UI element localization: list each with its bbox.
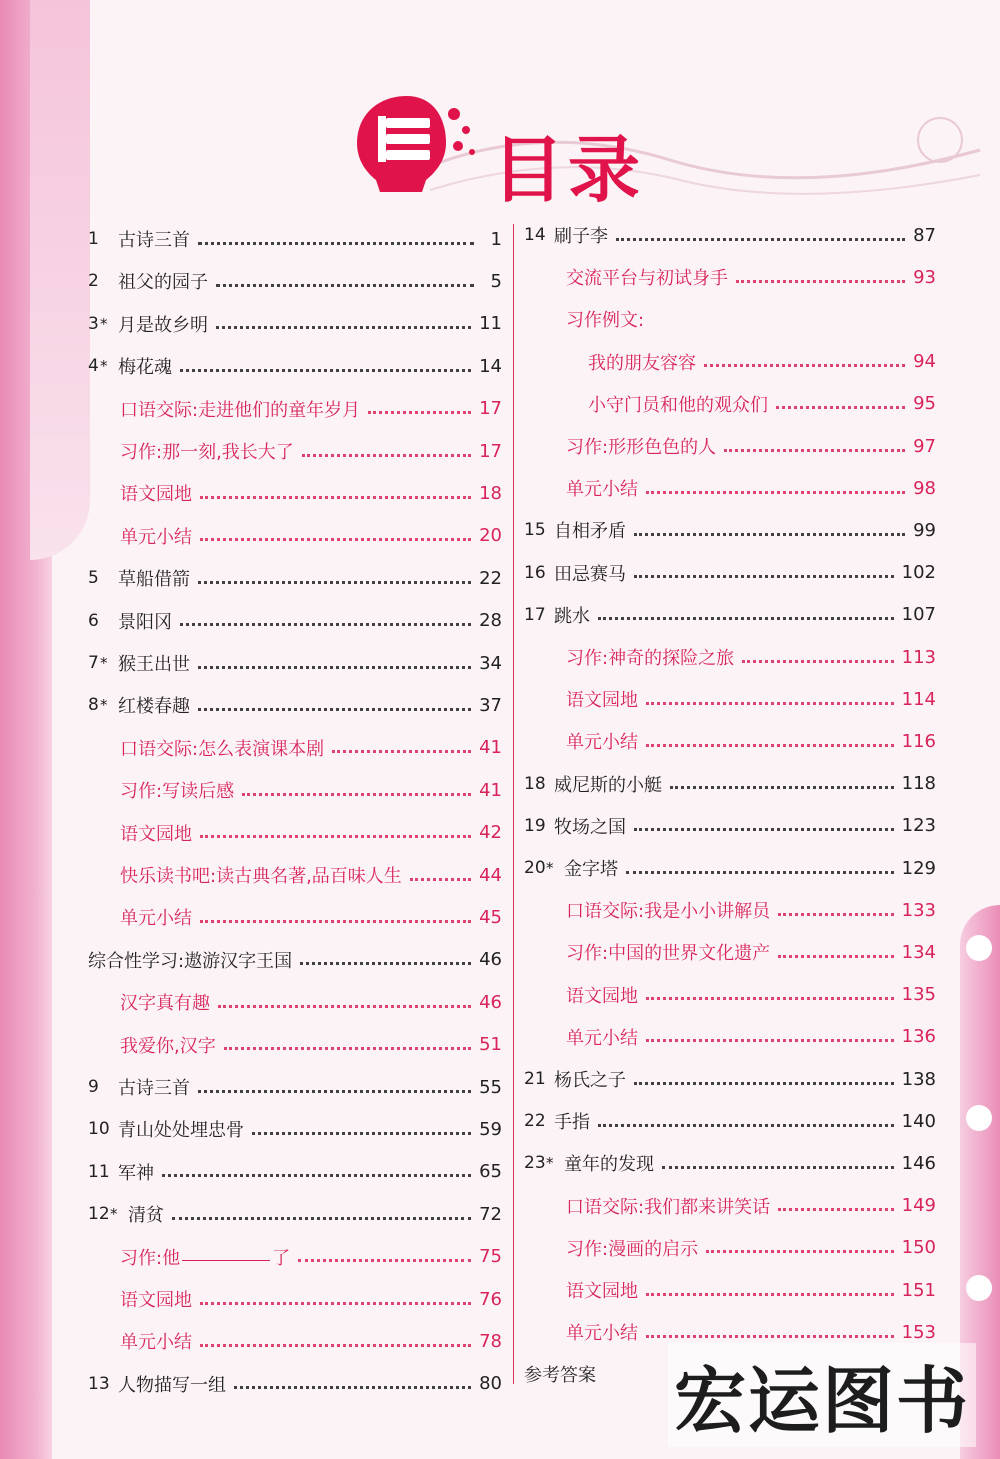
toc-leader-dots bbox=[300, 962, 471, 965]
toc-entry[interactable] bbox=[120, 985, 502, 1019]
toc-page-number: 136 bbox=[901, 1026, 936, 1048]
toc-entry[interactable] bbox=[88, 307, 502, 341]
toc-page-number: 134 bbox=[901, 941, 936, 963]
toc-entry[interactable] bbox=[120, 434, 502, 468]
toc-page-number: 151 bbox=[901, 1279, 936, 1301]
toc-page-number: 80 bbox=[479, 1373, 502, 1395]
toc-leader-dots bbox=[200, 1344, 471, 1347]
toc-entry-title: 单元小结 bbox=[566, 479, 638, 501]
toc-entry-title: 月是故乡明 bbox=[118, 314, 208, 336]
toc-page-number: 138 bbox=[901, 1068, 936, 1090]
toc-entry-title: 语文园地 bbox=[120, 1290, 192, 1311]
left-decorative-curve bbox=[30, 0, 90, 560]
toc-page-number: 116 bbox=[901, 730, 936, 752]
toc-entry-title: 祖父的园子 bbox=[118, 272, 208, 294]
toc-entry[interactable] bbox=[120, 1240, 502, 1274]
toc-leader-dots bbox=[704, 364, 905, 367]
toc-leader-dots bbox=[332, 750, 471, 753]
book-bulb-icon bbox=[352, 88, 482, 198]
toc-entry-number: 7 bbox=[88, 653, 99, 673]
toc-entry-title: 单元小结 bbox=[120, 526, 192, 548]
toc-entry[interactable] bbox=[524, 1104, 936, 1138]
toc-entry[interactable] bbox=[524, 1146, 936, 1180]
toc-entry[interactable] bbox=[120, 476, 502, 510]
toc-entry-title: 童年的发现 bbox=[564, 1154, 654, 1176]
toc-entry-title: 青山处处埋忠骨 bbox=[118, 1120, 244, 1142]
toc-entry-number: 5 bbox=[88, 568, 99, 589]
toc-entry-title: 口语交际:我们都来讲笑话 bbox=[566, 1196, 771, 1218]
toc-page-number: 150 bbox=[901, 1237, 936, 1259]
toc-leader-dots bbox=[368, 411, 471, 414]
toc-leader-dots bbox=[778, 955, 894, 958]
toc-entry[interactable] bbox=[566, 260, 936, 294]
toc-leader-dots bbox=[598, 617, 894, 620]
toc-leader-dots bbox=[224, 1047, 471, 1050]
toc-entry[interactable] bbox=[524, 1062, 936, 1096]
toc-leader-dots bbox=[598, 1124, 894, 1127]
toc-page-number: 87 bbox=[913, 224, 936, 246]
toc-leader-dots bbox=[252, 1132, 471, 1135]
toc-entry[interactable] bbox=[120, 773, 502, 807]
toc-entry[interactable] bbox=[566, 1020, 936, 1054]
toc-entry-title: 习作:中国的世界文化遗产 bbox=[566, 943, 771, 965]
toc-entry[interactable] bbox=[88, 943, 502, 977]
toc-entry-title: 习作:漫画的启示 bbox=[566, 1238, 699, 1260]
toc-entry-title: 单元小结 bbox=[566, 1027, 638, 1049]
page-title: 目录 bbox=[492, 128, 645, 212]
toc-entry[interactable] bbox=[88, 349, 502, 383]
toc-page-number: 45 bbox=[479, 906, 502, 928]
toc-entry-number: 18 bbox=[524, 773, 546, 794]
toc-page-number: 98 bbox=[913, 477, 936, 499]
toc-leader-dots bbox=[626, 871, 894, 874]
toc-entry-title-suffix: 了 bbox=[272, 1247, 291, 1269]
toc-page-number: 41 bbox=[479, 737, 502, 759]
toc-leader-dots bbox=[706, 1250, 894, 1253]
toc-entry-title: 习作例文: bbox=[566, 310, 645, 332]
toc-entry-title: 习作:他 bbox=[120, 1247, 181, 1269]
toc-page-number: 59 bbox=[479, 1118, 502, 1140]
toc-entry-number: 11 bbox=[88, 1161, 110, 1182]
toc-entry-number: 23 bbox=[524, 1153, 546, 1174]
toc-entry-title: 我爱你,汉字 bbox=[120, 1035, 216, 1057]
toc-page-number: 5 bbox=[490, 270, 502, 292]
toc-leader-dots bbox=[646, 997, 894, 1000]
toc-entry-title: 单元小结 bbox=[566, 1323, 638, 1345]
toc-entry[interactable] bbox=[524, 598, 936, 632]
toc-entry-title: 草船借箭 bbox=[118, 569, 190, 591]
toc-entry[interactable] bbox=[88, 1155, 502, 1189]
toc-page-number: 107 bbox=[901, 604, 936, 626]
toc-leader-dots bbox=[216, 284, 474, 287]
toc-entry[interactable] bbox=[88, 222, 502, 256]
toc-entry[interactable] bbox=[566, 978, 936, 1012]
toc-entry-title: 手指 bbox=[554, 1112, 590, 1134]
toc-entry-title: 语文园地 bbox=[566, 1281, 638, 1302]
toc-page-number: 17 bbox=[479, 398, 502, 420]
toc-entry-number: 13 bbox=[88, 1373, 110, 1394]
toc-leader-dots bbox=[200, 496, 471, 499]
toc-leader-dots bbox=[298, 1259, 471, 1262]
toc-leader-dots bbox=[646, 1293, 894, 1296]
toc-page-number: 99 bbox=[913, 519, 936, 541]
toc-page-number: 146 bbox=[901, 1152, 936, 1174]
toc-leader-dots bbox=[646, 702, 894, 705]
toc-page-number: 20 bbox=[479, 525, 502, 547]
toc-page-number: 78 bbox=[479, 1330, 502, 1352]
toc-entry-title: 人物描写一组 bbox=[118, 1374, 226, 1396]
toc-page-number: 133 bbox=[901, 899, 936, 921]
toc-page-number: 135 bbox=[901, 984, 936, 1006]
toc-page-number: 113 bbox=[901, 646, 936, 668]
binder-hole bbox=[966, 935, 992, 961]
toc-entry-title: 金字塔 bbox=[564, 859, 618, 880]
toc-entry-title: 快乐读书吧:读古典名著,品百味人生 bbox=[120, 866, 402, 887]
optional-lesson-marker: * bbox=[110, 1205, 118, 1224]
toc-entry[interactable] bbox=[566, 471, 936, 505]
optional-lesson-marker: * bbox=[546, 859, 554, 877]
toc-leader-dots bbox=[634, 1082, 894, 1085]
toc-entry-number: 15 bbox=[524, 520, 546, 541]
toc-entry-number: 1 bbox=[88, 229, 99, 249]
toc-entry[interactable] bbox=[120, 392, 502, 426]
toc-entry-title: 田忌赛马 bbox=[554, 563, 626, 585]
toc-entry[interactable] bbox=[88, 688, 502, 722]
toc-entry-title: 小守门员和他的观众们 bbox=[588, 394, 768, 416]
publisher-watermark: 宏运图书 bbox=[668, 1343, 976, 1447]
toc-leader-dots bbox=[742, 660, 894, 663]
toc-page-number: 76 bbox=[479, 1288, 502, 1310]
toc-page-number: 129 bbox=[901, 857, 936, 879]
toc-entry-title: 红楼春趣 bbox=[118, 696, 190, 718]
toc-entry-title: 杨氏之子 bbox=[554, 1070, 626, 1091]
column-divider bbox=[513, 224, 514, 1384]
toc-entry-number: 17 bbox=[524, 604, 546, 625]
toc-leader-dots bbox=[200, 1302, 471, 1305]
toc-entry[interactable] bbox=[524, 218, 936, 252]
toc-page-number: 118 bbox=[901, 773, 936, 795]
toc-entry-title: 跳水 bbox=[554, 605, 590, 627]
toc-leader-dots bbox=[634, 828, 894, 831]
toc-entry-title: 语文园地 bbox=[120, 823, 192, 845]
binder-hole bbox=[966, 1105, 992, 1131]
toc-entry-title: 综合性学习:遨游汉字王国 bbox=[88, 950, 293, 972]
binder-hole bbox=[966, 1275, 992, 1301]
toc-leader-dots bbox=[200, 920, 471, 923]
toc-entry-number: 9 bbox=[88, 1077, 99, 1097]
toc-page-number: 22 bbox=[479, 567, 502, 589]
toc-entry[interactable] bbox=[524, 513, 936, 547]
toc-entry-number: 22 bbox=[524, 1111, 546, 1132]
toc-entry[interactable] bbox=[566, 302, 936, 336]
toc-page-number: 93 bbox=[913, 266, 936, 288]
toc-leader-dots bbox=[634, 533, 905, 536]
toc-leader-dots bbox=[218, 1005, 471, 1008]
toc-entry[interactable] bbox=[524, 767, 936, 801]
toc-entry[interactable] bbox=[120, 858, 502, 892]
toc-entry[interactable] bbox=[566, 1231, 936, 1265]
toc-entry-number: 6 bbox=[88, 610, 99, 631]
toc-leader-dots bbox=[776, 406, 905, 409]
toc-leader-dots bbox=[736, 280, 905, 283]
toc-entry[interactable] bbox=[88, 561, 502, 595]
toc-page-number: 75 bbox=[479, 1246, 502, 1268]
toc-leader-dots bbox=[670, 786, 894, 789]
toc-entry-title: 单元小结 bbox=[120, 908, 192, 930]
toc-entry[interactable] bbox=[88, 1197, 502, 1231]
toc-entry[interactable] bbox=[120, 519, 502, 553]
toc-entry[interactable] bbox=[88, 1367, 502, 1401]
toc-page-number: 65 bbox=[479, 1161, 502, 1183]
optional-lesson-marker: * bbox=[100, 696, 108, 715]
toc-entry-title: 牧场之国 bbox=[554, 816, 626, 838]
toc-page-number: 149 bbox=[901, 1195, 936, 1217]
toc-entry-title: 语文园地 bbox=[566, 985, 638, 1007]
toc-entry[interactable] bbox=[566, 640, 936, 674]
toc-entry[interactable] bbox=[120, 816, 502, 850]
toc-leader-dots bbox=[634, 575, 894, 578]
toc-entry-number: 19 bbox=[524, 815, 546, 836]
toc-entry-title: 威尼斯的小艇 bbox=[554, 774, 662, 796]
toc-page-number: 17 bbox=[479, 440, 502, 462]
toc-page-number: 94 bbox=[913, 351, 936, 373]
toc-leader-dots bbox=[242, 793, 471, 796]
toc-page-number: 55 bbox=[479, 1076, 502, 1098]
toc-entry[interactable] bbox=[524, 556, 936, 590]
toc-entry-title: 习作:那一刻,我长大了 bbox=[120, 442, 294, 463]
toc-leader-dots bbox=[198, 242, 474, 245]
toc-page-number: 34 bbox=[479, 652, 502, 674]
toc-leader-dots bbox=[410, 878, 471, 881]
optional-lesson-marker: * bbox=[100, 357, 108, 376]
toc-leader-dots bbox=[180, 369, 471, 372]
toc-entry-title: 交流平台与初试身手 bbox=[566, 268, 728, 290]
toc-leader-dots bbox=[724, 449, 905, 452]
toc-entry-number: 10 bbox=[88, 1119, 110, 1140]
toc-entry[interactable] bbox=[88, 264, 502, 298]
toc-entry-title: 我的朋友容容 bbox=[588, 352, 696, 374]
toc-leader-dots bbox=[646, 744, 894, 747]
toc-leader-dots bbox=[616, 238, 905, 241]
toc-entry-title: 单元小结 bbox=[566, 732, 638, 754]
toc-entry-title: 语文园地 bbox=[120, 484, 192, 506]
toc-page-number: 140 bbox=[901, 1110, 936, 1132]
toc-entry[interactable] bbox=[588, 387, 936, 421]
toc-page-number: 153 bbox=[901, 1321, 936, 1343]
toc-page-number: 123 bbox=[901, 815, 936, 837]
toc-entry-number: 2 bbox=[88, 271, 99, 292]
toc-entry-title: 习作:神奇的探险之旅 bbox=[566, 648, 735, 669]
toc-entry[interactable] bbox=[566, 1189, 936, 1223]
toc-entry-number: 12 bbox=[88, 1204, 110, 1225]
toc-leader-dots bbox=[646, 491, 905, 494]
toc-entry-title: 刷子李 bbox=[554, 226, 608, 247]
toc-page-number: 28 bbox=[479, 610, 502, 632]
toc-entry-title: 参考答案 bbox=[524, 1365, 596, 1387]
toc-entry-title: 清贫 bbox=[128, 1205, 164, 1227]
fill-in-blank-line bbox=[182, 1260, 270, 1261]
toc-entry[interactable] bbox=[120, 731, 502, 765]
toc-page-number: 102 bbox=[901, 562, 936, 584]
toc-page-number: 44 bbox=[479, 864, 502, 886]
toc-entry-number: 20 bbox=[524, 858, 546, 878]
toc-entry[interactable] bbox=[566, 1273, 936, 1307]
toc-entry[interactable] bbox=[88, 646, 502, 680]
toc-entry-number: 16 bbox=[524, 562, 546, 583]
toc-entry-title: 单元小结 bbox=[120, 1332, 192, 1354]
toc-entry-title: 习作:写读后感 bbox=[120, 781, 235, 803]
toc-page-number: 41 bbox=[479, 779, 502, 801]
toc-leader-dots bbox=[198, 1090, 471, 1093]
toc-entry[interactable] bbox=[588, 345, 936, 379]
toc-page-number: 114 bbox=[901, 688, 936, 710]
toc-entry[interactable] bbox=[566, 429, 936, 463]
toc-leader-dots bbox=[198, 581, 471, 584]
toc-entry[interactable] bbox=[120, 1324, 502, 1358]
toc-leader-dots bbox=[216, 326, 471, 329]
toc-entry-title: 猴王出世 bbox=[118, 654, 190, 675]
toc-entry-title: 景阳冈 bbox=[118, 611, 172, 633]
toc-page-number: 51 bbox=[479, 1034, 502, 1056]
toc-entry-title: 口语交际:走进他们的童年岁月 bbox=[120, 399, 361, 421]
optional-lesson-marker: * bbox=[546, 1154, 554, 1173]
toc-page-number: 18 bbox=[479, 482, 502, 504]
toc-leader-dots bbox=[662, 1166, 894, 1169]
toc-page-number: 37 bbox=[479, 694, 502, 716]
toc-leader-dots bbox=[198, 708, 471, 711]
toc-entry-title: 古诗三首 bbox=[118, 1078, 190, 1099]
toc-entry[interactable] bbox=[120, 1282, 502, 1316]
toc-page-number: 14 bbox=[479, 355, 502, 377]
toc-entry-title: 口语交际:我是小小讲解员 bbox=[566, 901, 771, 923]
toc-entry-number: 3 bbox=[88, 313, 99, 334]
toc-entry[interactable] bbox=[88, 604, 502, 638]
toc-leader-dots bbox=[200, 835, 471, 838]
optional-lesson-marker: * bbox=[100, 654, 108, 672]
toc-leader-dots bbox=[778, 913, 894, 916]
toc-leader-dots bbox=[778, 1208, 894, 1211]
toc-entry[interactable] bbox=[120, 900, 502, 934]
toc-entry[interactable] bbox=[566, 682, 936, 716]
toc-entry[interactable] bbox=[566, 724, 936, 758]
toc-leader-dots bbox=[172, 1217, 471, 1220]
toc-page-number: 1 bbox=[490, 228, 502, 250]
toc-page-number: 46 bbox=[479, 949, 502, 971]
toc-page-number: 11 bbox=[479, 313, 502, 335]
toc-leader-dots bbox=[198, 666, 471, 669]
toc-page-number: 95 bbox=[913, 393, 936, 415]
toc-leader-dots bbox=[234, 1386, 471, 1389]
toc-leader-dots bbox=[302, 454, 471, 457]
toc-entry-number: 21 bbox=[524, 1069, 546, 1089]
toc-page-number: 97 bbox=[913, 435, 936, 457]
toc-leader-dots bbox=[180, 623, 471, 626]
toc-page-number: 46 bbox=[479, 991, 502, 1013]
toc-entry-number: 14 bbox=[524, 225, 546, 245]
toc-entry-title: 汉字真有趣 bbox=[120, 993, 210, 1015]
toc-page-number: 72 bbox=[479, 1203, 502, 1225]
toc-leader-dots bbox=[200, 538, 471, 541]
toc-entry[interactable] bbox=[524, 851, 936, 885]
toc-entry-title: 军神 bbox=[118, 1162, 154, 1184]
toc-entry-title: 口语交际:怎么表演课本剧 bbox=[120, 738, 325, 760]
optional-lesson-marker: * bbox=[100, 314, 108, 333]
toc-leader-dots bbox=[162, 1174, 471, 1177]
toc-entry-title: 习作:形形色色的人 bbox=[566, 437, 717, 458]
toc-entry-number: 4 bbox=[88, 356, 99, 377]
toc-leader-dots bbox=[646, 1335, 894, 1338]
toc-leader-dots bbox=[646, 1039, 894, 1042]
toc-entry[interactable] bbox=[566, 935, 936, 969]
toc-entry[interactable] bbox=[566, 893, 936, 927]
toc-entry-title: 语文园地 bbox=[566, 690, 638, 712]
toc-entry[interactable] bbox=[120, 1028, 502, 1062]
toc-entry[interactable] bbox=[88, 1112, 502, 1146]
toc-entry[interactable] bbox=[524, 809, 936, 843]
toc-page-number: 42 bbox=[479, 822, 502, 844]
toc-entry-number: 8 bbox=[88, 695, 99, 716]
toc-entry-title: 古诗三首 bbox=[118, 230, 190, 251]
toc-entry-title: 梅花魂 bbox=[118, 357, 172, 379]
toc-entry[interactable] bbox=[88, 1070, 502, 1104]
toc-entry-title: 自相矛盾 bbox=[554, 521, 626, 543]
